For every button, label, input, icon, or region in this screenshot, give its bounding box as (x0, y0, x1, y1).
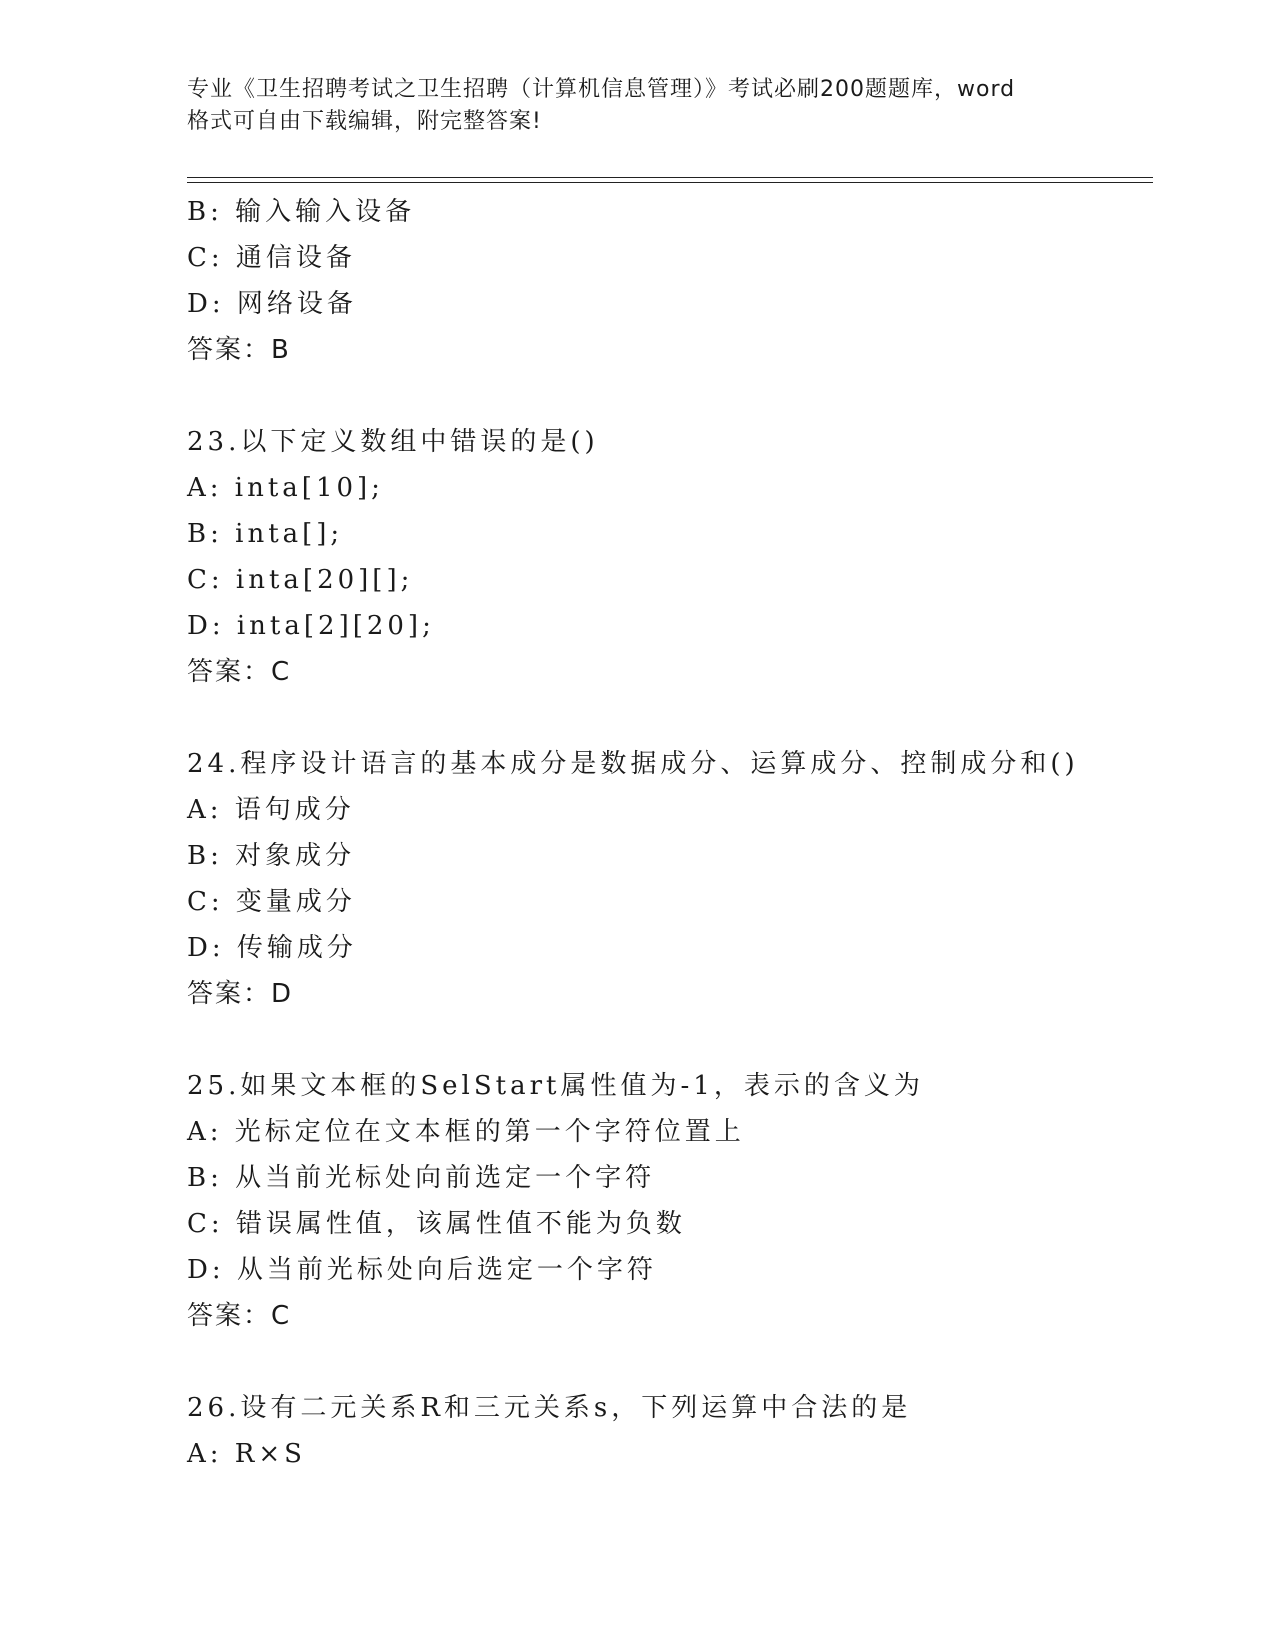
header-divider-bottom (187, 182, 1153, 183)
option-c: C: 通信设备 (187, 243, 356, 273)
option-c: C: inta[20][]; (187, 565, 414, 595)
question-text: 24.程序设计语言的基本成分是数据成分、运算成分、控制成分和() (187, 749, 1079, 779)
option-d: D: 从当前光标处向后选定一个字符 (187, 1255, 657, 1285)
question-text: 26.设有二元关系R和三元关系s，下列运算中合法的是 (187, 1393, 912, 1423)
spacer (187, 695, 1147, 741)
header-line-2: 格式可自由下载编辑，附完整答案! (187, 109, 542, 134)
option-b: B: 从当前光标处向前选定一个字符 (187, 1163, 656, 1193)
document-header (187, 74, 1087, 138)
question-23-block (187, 419, 1147, 695)
option-a: A: 光标定位在文本框的第一个字符位置上 (187, 1117, 745, 1147)
option-a: A: inta[10]; (187, 473, 384, 503)
question-26-block (187, 1385, 1147, 1477)
header-divider-top (187, 177, 1153, 178)
header-line-1: 专业《卫生招聘考试之卫生招聘（计算机信息管理）》考试必刷200题题库，word (187, 77, 1016, 102)
answer-line: 答案：C (187, 1301, 292, 1331)
option-c: C: 变量成分 (187, 887, 356, 917)
question-text: 25.如果文本框的SelStart属性值为-1，表示的含义为 (187, 1071, 924, 1101)
question-25-block (187, 1063, 1147, 1339)
spacer (187, 373, 1147, 419)
answer-line: 答案：B (187, 335, 291, 365)
option-a: A: 语句成分 (187, 795, 355, 825)
option-d: D: 传输成分 (187, 933, 357, 963)
question-list (187, 189, 1147, 1477)
question-24-block (187, 741, 1147, 1017)
spacer (187, 1339, 1147, 1385)
option-a: A: R×S (187, 1439, 306, 1469)
question-22-block (187, 189, 1147, 373)
answer-line: 答案：D (187, 979, 294, 1009)
spacer (187, 1017, 1147, 1063)
option-d: D: 网络设备 (187, 289, 357, 319)
answer-line: 答案：C (187, 657, 292, 687)
option-b: B: 对象成分 (187, 841, 356, 871)
option-b: B: inta[]; (187, 519, 344, 549)
option-b: B: 输入输入设备 (187, 197, 416, 227)
option-c: C: 错误属性值，该属性值不能为负数 (187, 1209, 686, 1239)
question-text: 23.以下定义数组中错误的是() (187, 427, 599, 457)
option-d: D: inta[2][20]; (187, 611, 435, 641)
